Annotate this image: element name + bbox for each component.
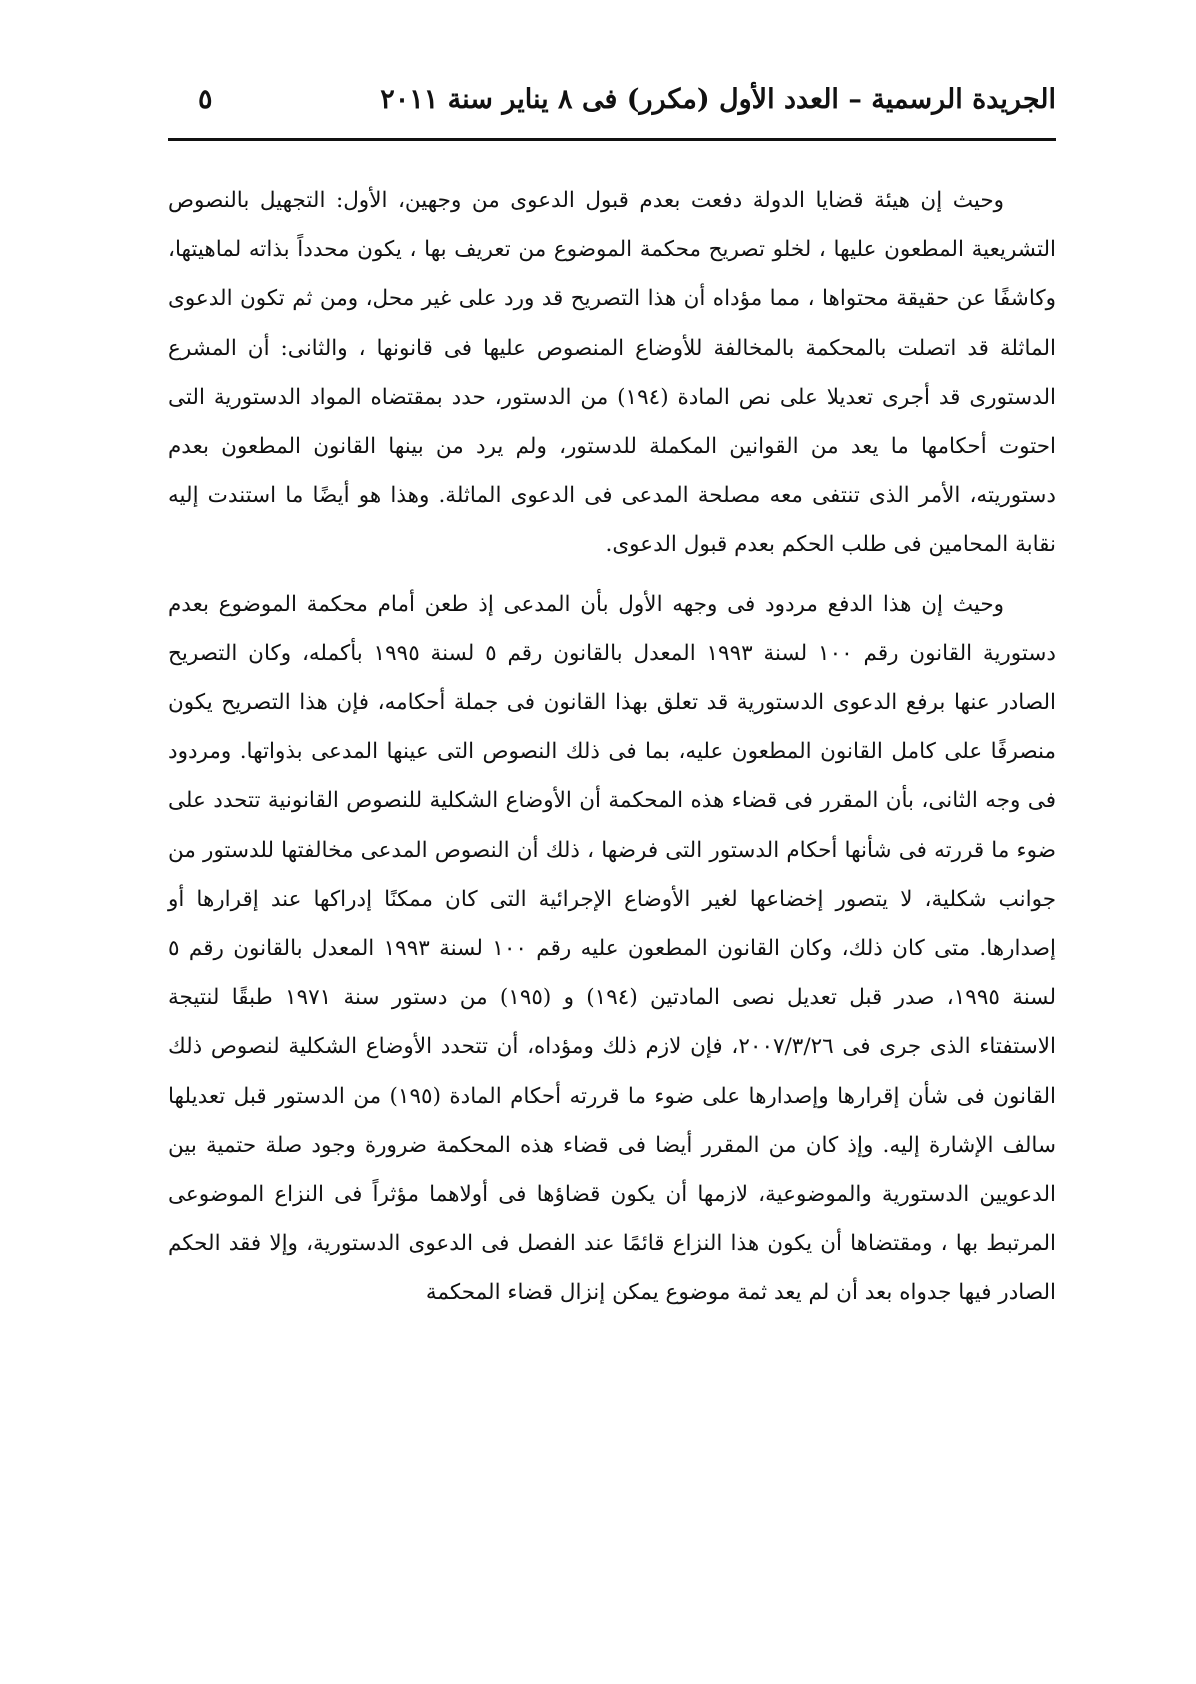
- header-divider: [168, 138, 1056, 141]
- paragraph-first: وحيث إن هيئة قضايا الدولة دفعت بعدم قبول الدعوى من وجهين، الأول: التجهيل بالنصوص التشريعية المطعون عليها ، لخلو تصريح محكمة الموضوع من تعريف بها ، يكون محدداً بذاته لماهيتها، وكاشفًا عن حقيقة محتواها ، مما مؤداه أن هذا التصريح قد ورد على غير محل، ومن ثم تكون الدعوى الماثلة قد اتصلت بالمحكمة بالمخالفة للأوضاع المنصوص عليها فى قانونها ، والثانى: أن المشرع الدستورى قد أجرى تعديلا على نص المادة (١٩٤) من الدستور، حدد بمقتضاه المواد الدستورية التى احتوت أحكامها ما يعد من القوانين المكملة للدستور، ولم يرد من بينها القانون المطعون بعدم دستوريته، الأمر الذى تنتفى معه مصلحة المدعى فى الدعوى الماثلة. وهذا هو أيضًا ما استندت إليه نقابة المحامين فى طلب الحكم بعدم قبول الدعوى.: [168, 188, 1056, 558]
- page-header: [168, 78, 1056, 134]
- gazette-header-title: الجريدة الرسمية – العدد الأول (مكرر) فى ٨ يناير سنة ٢٠١١: [380, 84, 1056, 115]
- paragraph-second: وحيث إن هذا الدفع مردود فى وجهه الأول بأن المدعى إذ طعن أمام محكمة الموضوع بعدم دستورية القانون رقم ١٠٠ لسنة ١٩٩٣ المعدل بالقانون رقم ٥ لسنة ١٩٩٥ بأكمله، وكان التصريح الصادر عنها برفع الدعوى الدستورية قد تعلق بهذا القانون فى جملة أحكامه، فإن هذا التصريح يكون منصرفًا على كامل القانون المطعون عليه، بما فى ذلك النصوص التى عينها المدعى بذواتها. ومردود فى وجه الثانى، بأن المقرر فى قضاء هذه المحكمة أن الأوضاع الشكلية للنصوص القانونية تتحدد على ضوء ما قررته فى شأنها أحكام الدستور التى فرضها ، ذلك أن النصوص المدعى مخالفتها للدستور من جوانب شكلية، لا يتصور إخضاعها لغير الأوضاع الإجرائية التى كان ممكنًا إدراكها عند إقرارها أو إصدارها. متى كان ذلك، وكان القانون المطعون عليه رقم ١٠٠ لسنة ١٩٩٣ المعدل بالقانون رقم ٥ لسنة ١٩٩٥، صدر قبل تعديل نصى المادتين (١٩٤) و (١٩٥) من دستور سنة ١٩٧١ طبقًا لنتيجة الاستفتاء الذى جرى فى ٢٠٠٧/٣/٢٦، فإن لازم ذلك ومؤداه، أن تتحدد الأوضاع الشكلية لنصوص ذلك القانون فى شأن إقرارها وإصدارها على ضوء ما قررته أحكام المادة (١٩٥) من الدستور قبل تعديلها سالف الإشارة إليه. وإذ كان من المقرر أيضا فى قضاء هذه المحكمة ضرورة وجود صلة حتمية بين الدعويين الدستورية والموضوعية، لازمها أن يكون قضاؤها فى أولاهما مؤثراً فى النزاع الموضوعى المرتبط بها ، ومقتضاها أن يكون هذا النزاع قائمًا عند الفصل فى الدعوى الدستورية، وإلا فقد الحكم الصادر فيها جدواه بعد أن لم يعد ثمة موضوع يمكن إنزال قضاء المحكمة: [168, 591, 1056, 1306]
- page-number: ٥: [198, 84, 213, 115]
- document-body: [168, 176, 1056, 1318]
